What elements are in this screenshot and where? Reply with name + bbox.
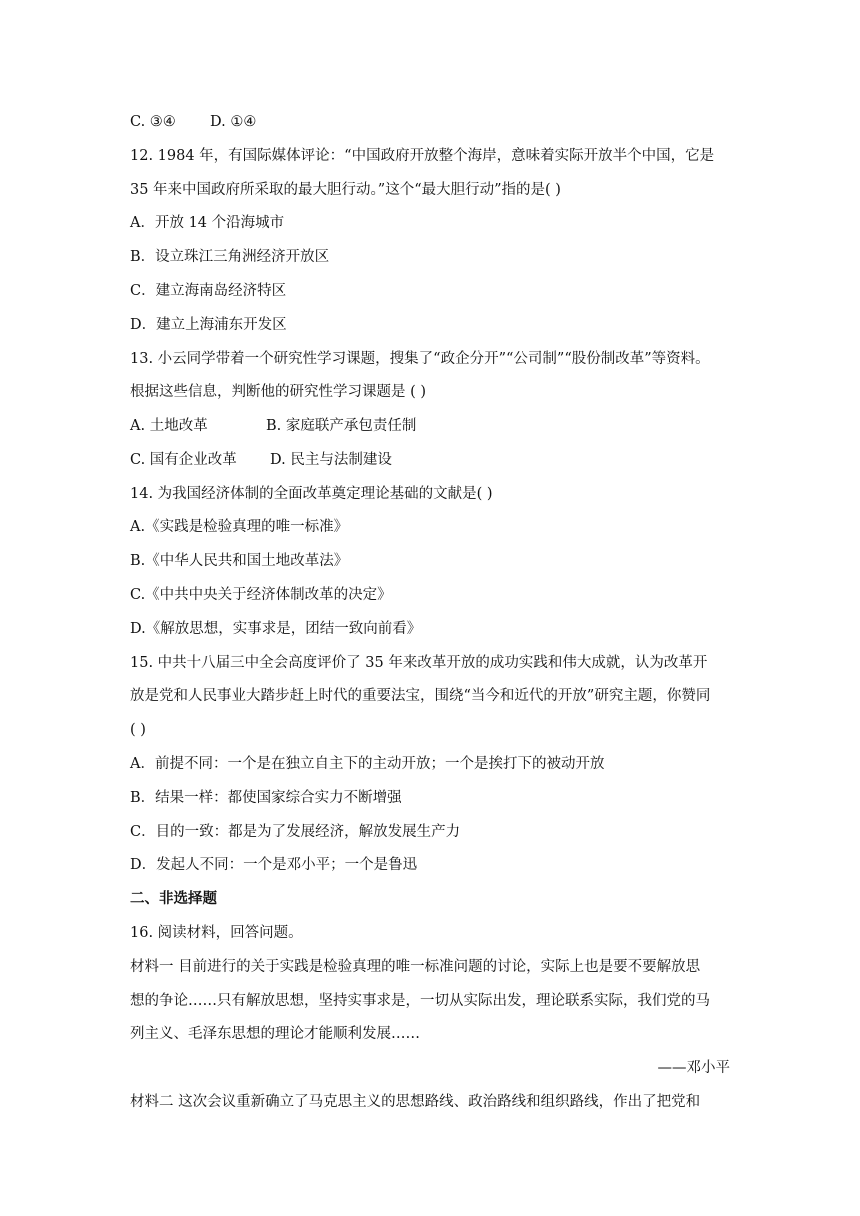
q12-option-a: A．开放 14 个沿海城市 — [130, 215, 285, 231]
q14-option-a: A.《实践是检验真理的唯一标准》 — [130, 519, 349, 535]
q15-stem-line-1: 15. 中共十八届三中全会高度评价了 35 年来改革开放的成功实践和伟大成就，认为改革开 — [130, 655, 708, 671]
q15-stem-line-2: 放是党和人民事业大踏步赶上时代的重要法宝，围绕“当今和近代的开放”研究主题，你赞同 — [130, 688, 711, 704]
q14-option-b: B.《中华人民共和国土地改革法》 — [130, 553, 349, 569]
q16-material2-line-1: 材料二 这次会议重新确立了马克思主义的思想路线、政治路线和组织路线，作出了把党和 — [130, 1094, 701, 1110]
q13-stem-line-2: 根据这些信息，判断他的研究性学习课题是 ( ) — [130, 384, 427, 400]
q15-option-c: C．目的一致：都是为了发展经济，解放发展生产力 — [130, 824, 461, 840]
q12-option-b: B．设立珠江三角洲经济开放区 — [130, 249, 330, 265]
q13-stem-line-1: 13. 小云同学带着一个研究性学习课题，搜集了“政企分开”“公司制”“股份制改革”等资料。 — [130, 351, 710, 367]
q11-options-cd — [130, 112, 730, 132]
q16-stem: 16. 阅读材料，回答问题。 — [130, 925, 303, 941]
q13-option-c: C. 国有企业改革 — [130, 452, 237, 468]
section-heading-non-choice: 二、非选择题 — [130, 890, 217, 907]
q16-material1-source: ——邓小平 — [657, 1060, 730, 1076]
q12-stem-line-2: 35 年来中国政府所采取的最大胆行动。”这个“最大胆行动”指的是( ) — [130, 182, 561, 198]
q13-option-b: B. 家庭联产承包责任制 — [266, 418, 417, 434]
q15-option-d: D．发起人不同：一个是邓小平；一个是鲁迅 — [130, 857, 418, 873]
q15-option-b: B．结果一样：都使国家综合实力不断增强 — [130, 790, 402, 806]
q12-stem-line-1: 12. 1984 年，有国际媒体评论：“中国政府开放整个海岸，意味着实际开放半个中国，它是 — [130, 148, 715, 164]
q15-stem-line-3: ( ) — [130, 722, 146, 738]
q16-material1-line-2: 想的争论……只有解放思想，坚持实事求是，一切从实际出发，理论联系实际，我们党的马 — [130, 993, 710, 1009]
q12-option-d: D．建立上海浦东开发区 — [130, 317, 287, 333]
q14-option-d: D.《解放思想，实事求是，团结一致向前看》 — [130, 621, 422, 637]
q16-material1-line-1: 材料一 目前进行的关于实践是检验真理的唯一标准问题的讨论，实际上也是要不要解放思 — [130, 959, 701, 975]
q15-option-a: A．前提不同：一个是在独立自主下的主动开放；一个是挨打下的被动开放 — [130, 756, 605, 772]
q14-stem: 14. 为我国经济体制的全面改革奠定理论基础的文献是( ) — [130, 486, 493, 502]
q13-options-cd — [130, 450, 730, 470]
q11-option-c: C. ③④ — [130, 114, 176, 130]
q14-option-c: C.《中共中央关于经济体制改革的决定》 — [130, 587, 392, 603]
q13-option-d: D. 民主与法制建设 — [270, 452, 392, 468]
q13-option-a: A. 土地改革 — [130, 418, 208, 434]
q12-option-c: C．建立海南岛经济特区 — [130, 283, 287, 299]
q11-option-d: D. ①④ — [210, 114, 257, 130]
q13-options-ab — [130, 416, 730, 436]
q16-material1-line-3: 列主义、毛泽东思想的理论才能顺利发展…… — [130, 1026, 420, 1042]
